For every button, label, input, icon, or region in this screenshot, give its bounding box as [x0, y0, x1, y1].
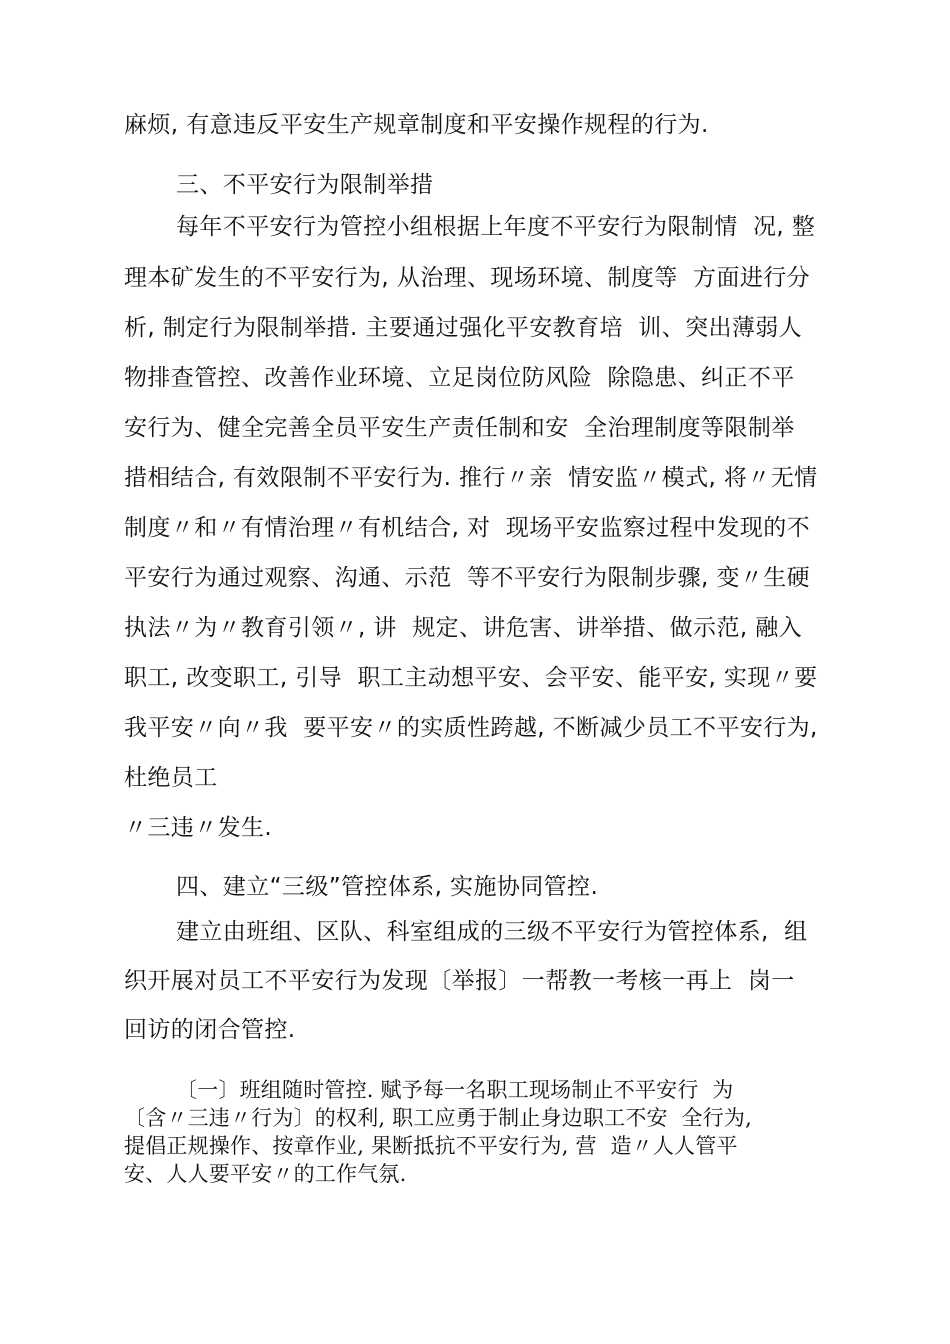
text-line: 安行为、健全完善全员平安生产责任制和安 全治理制度等限制举 [124, 415, 795, 441]
text-line: 织开展对员工不平安行为发现〔举报〕一帮教一考核一再上 岗一 [124, 968, 795, 994]
text-line: 物排查管控、改善作业环境、立足岗位防风险 除隐患、纠正不平 [124, 365, 795, 391]
text-line: 每年不平安行为管控小组根据上年度不平安行为限制情 况, 整 [176, 214, 816, 240]
text-line: 〔含〃三违〃行为〕的权利, 职工应勇于制止身边职工不安 全行为, [124, 1106, 752, 1130]
text-line: 安、人人要平安〃的工作气氛. [124, 1162, 407, 1186]
text-line: 执法〃为〃教育引领〃, 讲 规定、讲危害、讲举措、做示范, 融入 [124, 615, 803, 641]
text-line: 提倡正规操作、按章作业, 果断抵抗不平安行为, 营 造〃人人管平 [124, 1134, 738, 1158]
text-line: 制度〃和〃有情治理〃有机结合, 对 现场平安监察过程中发现的不 [124, 515, 811, 541]
text-line: 麻烦, 有意违反平安生产规章制度和平安操作规程的行为. [124, 112, 709, 138]
section-heading: 三、不平安行为限制举措 [176, 172, 434, 198]
text-line: 措相结合, 有效限制不平安行为. 推行〃亲 情安监〃模式, 将〃无情 [124, 465, 818, 491]
text-line: 平安行为通过观察、沟通、示范 等不平安行为限制步骤, 变〃生硬 [124, 565, 811, 591]
text-line: 理本矿发生的不平安行为, 从治理、现场环境、制度等 方面进行分 [124, 265, 811, 291]
section-heading: 四、建立“三级”管控体系, 实施协同管控. [176, 874, 599, 900]
text-line: 析, 制定行为限制举措. 主要通过强化平安教育培 训、突出薄弱人 [124, 315, 803, 341]
text-line: 我平安〃向〃我 要平安〃的实质性跨越, 不断减少员工不平安行为, [124, 715, 818, 741]
subsection-line: 〔一〕班组随时管控. 赋予每一名职工现场制止不平安行 为 [176, 1078, 734, 1102]
text-line: 职工, 改变职工, 引导 职工主动想平安、会平安、能平安, 实现〃要 [124, 665, 818, 691]
text-line: 建立由班组、区队、科室组成的三级不平安行为管控体系, 组 [176, 919, 808, 945]
text-line: 杜绝员工 [124, 765, 218, 791]
text-line: 回访的闭合管控. [124, 1017, 296, 1043]
text-line: 〃三违〃发生. [124, 815, 273, 841]
